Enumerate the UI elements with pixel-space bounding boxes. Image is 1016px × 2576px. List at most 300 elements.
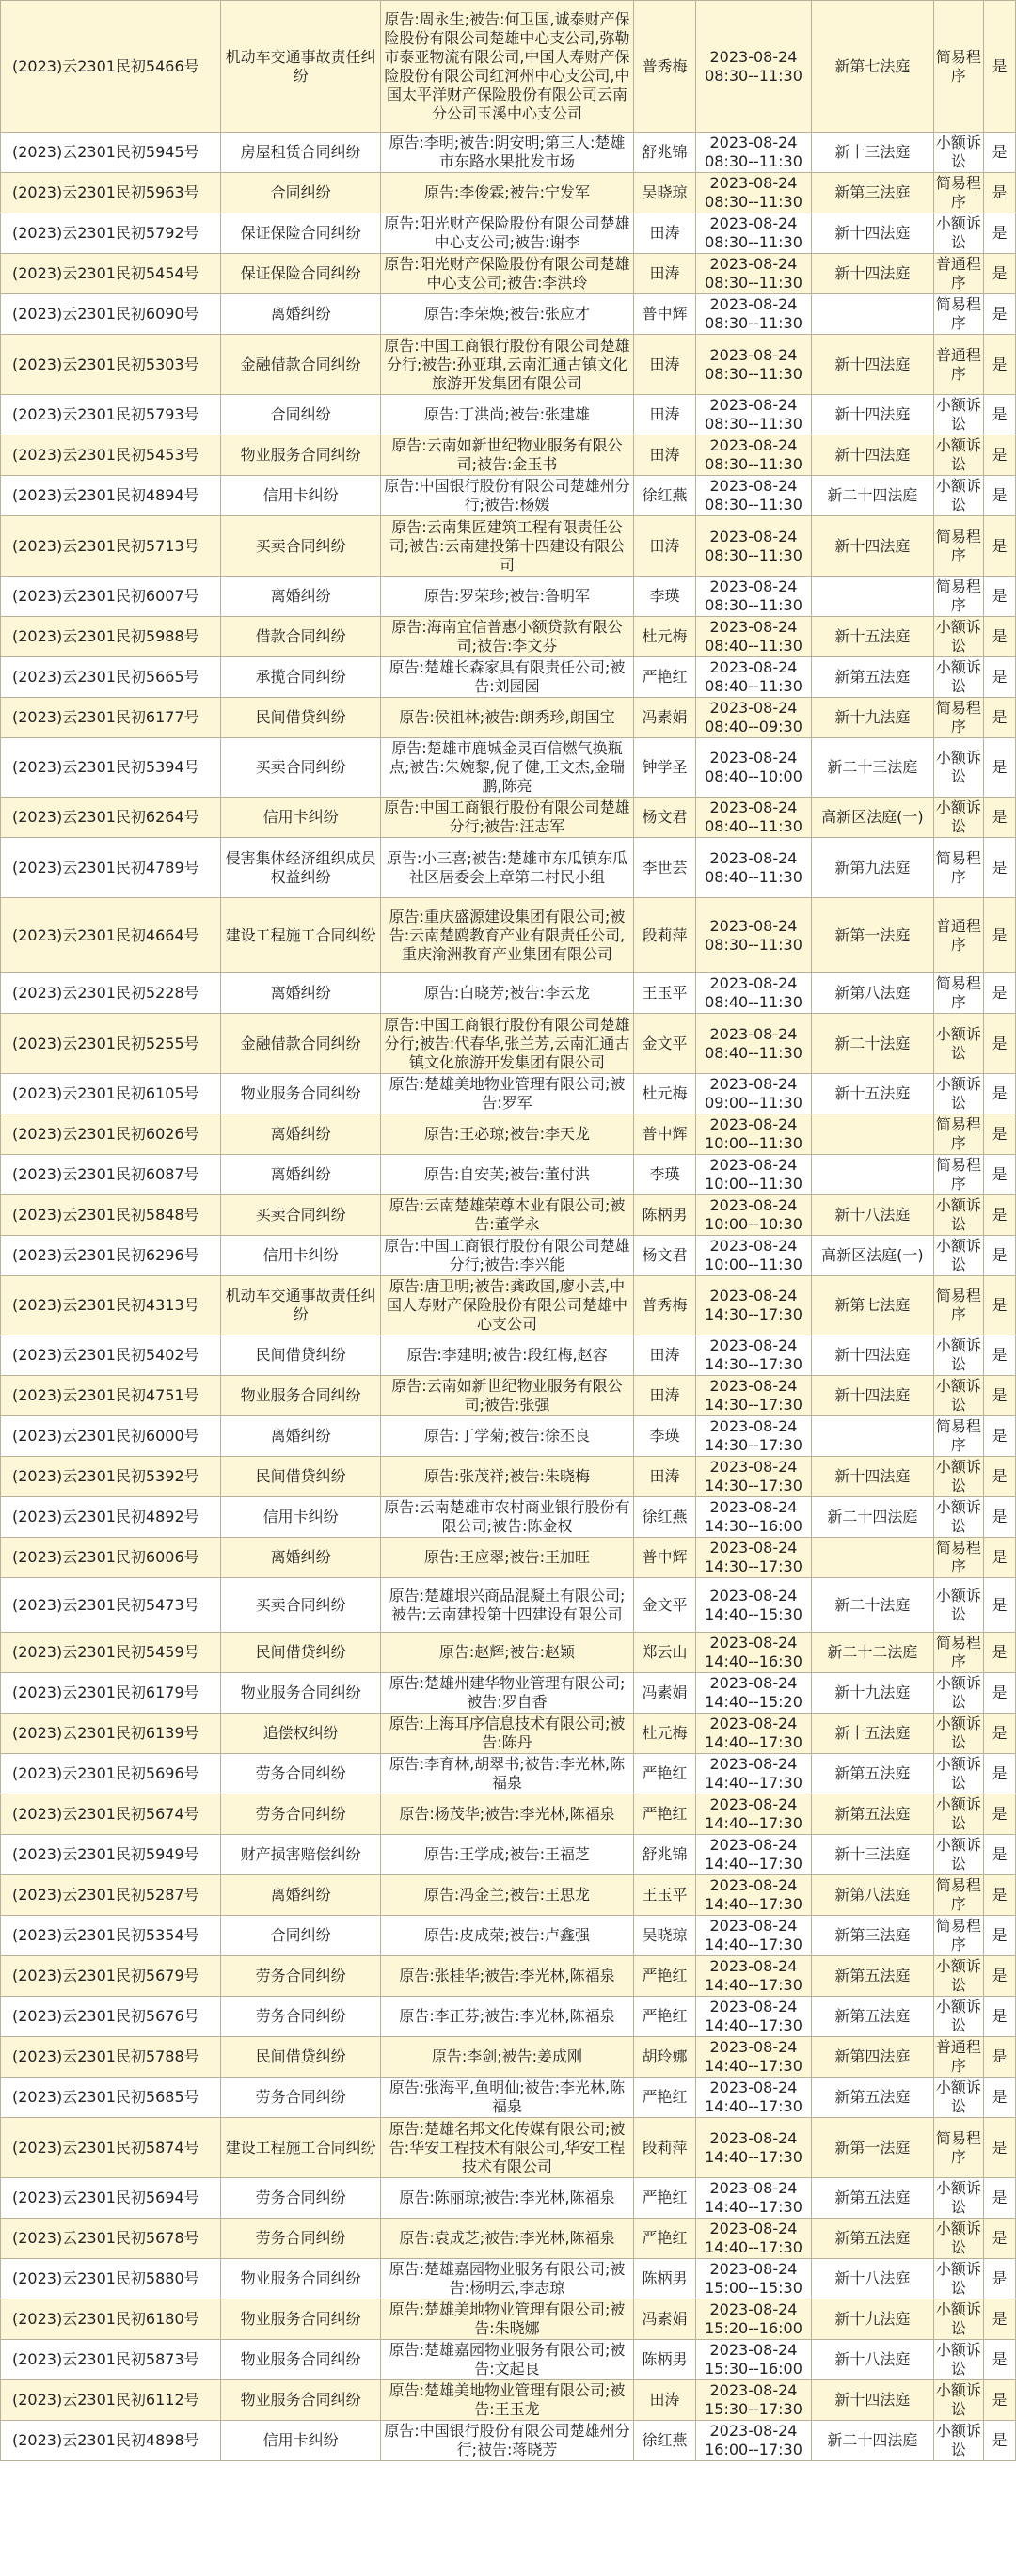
courtroom-cell	[812, 1538, 933, 1578]
hearing-time-range: 15:00--15:30	[705, 2279, 802, 2297]
hearing-time-cell	[695, 577, 811, 617]
hearing-date: 2023-08-24	[709, 396, 798, 414]
courtroom-cell: 新二十法庭	[812, 1578, 933, 1633]
table-row	[1, 1714, 1016, 1754]
parties-cell: 原告:袁成芝;被告:李光林,陈福泉	[380, 2219, 633, 2259]
parties-cell: 原告:楚雄长森家具有限责任公司;被告:刘园园	[380, 657, 633, 698]
procedure-cell: 小额诉讼	[933, 617, 983, 657]
judge-cell: 田涛	[634, 1376, 696, 1416]
hearing-time-cell	[695, 798, 811, 838]
hearing-date: 2023-08-24	[709, 436, 798, 454]
parties-cell: 原告:小三喜;被告:楚雄市东瓜镇东瓜社区居委会上章第二村民小组	[380, 838, 633, 898]
hearing-date: 2023-08-24	[709, 345, 798, 364]
judge-cell: 段莉萍	[634, 2118, 696, 2178]
parties-cell: 原告:张茂祥;被告:朱晓梅	[380, 1457, 633, 1497]
judge-cell: 严艳红	[634, 1997, 696, 2037]
public-hearing-cell: 是	[984, 1276, 1016, 1335]
judge-cell: 陈柄男	[634, 2340, 696, 2380]
hearing-time-cell	[695, 1578, 811, 1633]
case-type-cell: 民间借贷纠纷	[221, 1335, 381, 1376]
judge-cell: 田涛	[634, 1335, 696, 1376]
table-row	[1, 1633, 1016, 1673]
table-row	[1, 1497, 1016, 1538]
hearing-date: 2023-08-24	[709, 749, 798, 766]
hearing-date: 2023-08-24	[709, 916, 798, 935]
case-type-cell: 金融借款合同纠纷	[221, 335, 381, 395]
table-row	[1, 2299, 1016, 2340]
parties-cell: 原告:罗荣珍;被告:鲁明军	[380, 577, 633, 617]
case-type-cell: 合同纠纷	[221, 173, 381, 213]
procedure-cell: 小额诉讼	[933, 738, 983, 798]
hearing-time-cell	[695, 838, 811, 898]
table-row	[1, 1457, 1016, 1497]
hearing-date: 2023-08-24	[709, 477, 798, 495]
hearing-date: 2023-08-24	[709, 214, 798, 232]
case-number-cell: (2023)云2301民初5793号	[1, 395, 221, 435]
hearing-date: 2023-08-24	[709, 1917, 798, 1935]
hearing-time-range: 08:40--10:00	[705, 767, 802, 785]
case-type-cell: 民间借贷纠纷	[221, 698, 381, 738]
public-hearing-cell: 是	[984, 476, 1016, 516]
case-number-cell: (2023)云2301民初5255号	[1, 1014, 221, 1074]
courtroom-cell: 新第七法庭	[812, 1, 933, 133]
table-row	[1, 335, 1016, 395]
hearing-time-range: 15:20--16:00	[705, 2319, 802, 2337]
judge-cell: 吴晓琼	[634, 173, 696, 213]
courtroom-cell: 新十四法庭	[812, 213, 933, 254]
procedure-cell: 简易程序	[933, 2118, 983, 2178]
hearing-time-cell	[695, 173, 811, 213]
hearing-date: 2023-08-24	[709, 2260, 798, 2278]
hearing-time-range: 14:40--17:30	[705, 1814, 802, 1832]
judge-cell: 田涛	[634, 213, 696, 254]
courtroom-cell: 新第四法庭	[812, 2037, 933, 2078]
procedure-cell: 小额诉讼	[933, 1074, 983, 1114]
table-row	[1, 2259, 1016, 2299]
case-number-cell: (2023)云2301民初6026号	[1, 1114, 221, 1155]
public-hearing-cell: 是	[984, 838, 1016, 898]
case-type-cell: 劳务合同纠纷	[221, 1997, 381, 2037]
case-number-cell: (2023)云2301民初6177号	[1, 698, 221, 738]
case-number-cell: (2023)云2301民初5694号	[1, 2178, 221, 2219]
courtroom-cell: 新十四法庭	[812, 516, 933, 577]
case-type-cell: 劳务合同纠纷	[221, 1754, 381, 1794]
parties-cell: 原告:李剑;被告:姜成刚	[380, 2037, 633, 2078]
hearing-date: 2023-08-24	[709, 577, 798, 595]
parties-cell: 原告:云南如新世纪物业服务有限公司;被告:金玉书	[380, 435, 633, 476]
hearing-date: 2023-08-24	[709, 47, 798, 66]
case-type-cell: 建设工程施工合同纠纷	[221, 898, 381, 973]
courtroom-cell: 新第五法庭	[812, 1754, 933, 1794]
table-row	[1, 1236, 1016, 1276]
public-hearing-cell: 是	[984, 1916, 1016, 1956]
courtroom-cell: 高新区法庭(一)	[812, 798, 933, 838]
hearing-date: 2023-08-24	[709, 2341, 798, 2359]
judge-cell: 普中辉	[634, 294, 696, 335]
case-type-cell: 机动车交通事故责任纠纷	[221, 1276, 381, 1335]
table-row	[1, 435, 1016, 476]
parties-cell: 原告:中国银行股份有限公司楚雄州分行;被告:蒋晓芳	[380, 2421, 633, 2461]
procedure-cell: 普通程序	[933, 254, 983, 294]
public-hearing-cell: 是	[984, 1376, 1016, 1416]
public-hearing-cell: 是	[984, 335, 1016, 395]
courtroom-cell: 新二十四法庭	[812, 476, 933, 516]
hearing-time-range: 14:40--17:30	[705, 2057, 802, 2075]
courtroom-cell: 新十八法庭	[812, 2340, 933, 2380]
case-type-cell: 保证保险合同纠纷	[221, 213, 381, 254]
procedure-cell: 简易程序	[933, 1155, 983, 1195]
parties-cell: 原告:上海耳序信息技术有限公司;被告:陈丹	[380, 1714, 633, 1754]
parties-cell: 原告:云南如新世纪物业服务有限公司;被告:张强	[380, 1376, 633, 1416]
hearing-time-range: 08:40--11:30	[705, 1043, 802, 1062]
procedure-cell: 小额诉讼	[933, 1997, 983, 2037]
courtroom-cell: 新十四法庭	[812, 435, 933, 476]
table-row	[1, 1074, 1016, 1114]
case-type-cell: 劳务合同纠纷	[221, 1956, 381, 1997]
public-hearing-cell: 是	[984, 133, 1016, 173]
public-hearing-cell: 是	[984, 1956, 1016, 1997]
hearing-date: 2023-08-24	[709, 1876, 798, 1894]
procedure-cell: 小额诉讼	[933, 1014, 983, 1074]
hearing-time-range: 14:40--17:30	[705, 1936, 802, 1953]
parties-cell: 原告:云南楚雄荣尊木业有限公司;被告:董学永	[380, 1195, 633, 1236]
judge-cell: 田涛	[634, 335, 696, 395]
hearing-time-range: 08:30--11:30	[705, 545, 802, 564]
hearing-date: 2023-08-24	[709, 1156, 798, 1174]
judge-cell: 李瑛	[634, 1155, 696, 1195]
case-type-cell: 建设工程施工合同纠纷	[221, 2118, 381, 2178]
hearing-time-range: 16:00--17:30	[705, 2441, 802, 2458]
courtroom-cell: 新十四法庭	[812, 395, 933, 435]
hearing-time-cell	[695, 617, 811, 657]
parties-cell: 原告:楚雄名邦文化传媒有限公司;被告:华安工程技术有限公司,华安工程技术有限公司	[380, 2118, 633, 2178]
case-type-cell: 合同纠纷	[221, 395, 381, 435]
hearing-time-range: 14:40--17:30	[705, 2147, 802, 2166]
courtroom-cell: 新二十四法庭	[812, 2421, 933, 2461]
case-type-cell: 民间借贷纠纷	[221, 2037, 381, 2078]
judge-cell: 普中辉	[634, 1114, 696, 1155]
hearing-time-range: 10:00--11:30	[705, 1134, 802, 1152]
case-type-cell: 买卖合同纠纷	[221, 1578, 381, 1633]
case-number-cell: (2023)云2301民初5713号	[1, 516, 221, 577]
courtroom-cell: 新第五法庭	[812, 2219, 933, 2259]
hearing-time-cell	[695, 1014, 811, 1074]
parties-cell: 原告:唐卫明;被告:龚政国,廖小芸,中国人寿财产保险股份有限公司楚雄中心支公司	[380, 1276, 633, 1335]
hearing-time-cell	[695, 1497, 811, 1538]
public-hearing-cell: 是	[984, 1114, 1016, 1155]
table-row	[1, 2340, 1016, 2380]
procedure-cell: 简易程序	[933, 1, 983, 133]
table-row	[1, 1835, 1016, 1875]
hearing-time-cell	[695, 1997, 811, 2037]
case-number-cell: (2023)云2301民初5402号	[1, 1335, 221, 1376]
hearing-time-range: 08:30--11:30	[705, 364, 802, 383]
judge-cell: 杜元梅	[634, 1714, 696, 1754]
procedure-cell: 简易程序	[933, 173, 983, 213]
table-row	[1, 173, 1016, 213]
procedure-cell: 小额诉讼	[933, 1195, 983, 1236]
case-type-cell: 离婚纠纷	[221, 1416, 381, 1457]
courtroom-cell: 新第九法庭	[812, 838, 933, 898]
hearing-date: 2023-08-24	[709, 658, 798, 676]
parties-cell: 原告:李明;被告:阴安明;第三人:楚雄市东路水果批发市场	[380, 133, 633, 173]
case-type-cell: 物业服务合同纠纷	[221, 435, 381, 476]
judge-cell: 王玉平	[634, 1875, 696, 1916]
parties-cell: 原告:中国工商银行股份有限公司楚雄分行;被告:孙亚琪,云南汇通古镇文化旅游开发集团有限公司	[380, 335, 633, 395]
case-number-cell: (2023)云2301民初4892号	[1, 1497, 221, 1538]
hearing-time-cell	[695, 294, 811, 335]
case-type-cell: 追偿权纠纷	[221, 1714, 381, 1754]
judge-cell: 段莉萍	[634, 898, 696, 973]
table-row	[1, 1014, 1016, 1074]
hearing-time-cell	[695, 1956, 811, 1997]
judge-cell: 杨文君	[634, 798, 696, 838]
hearing-time-range: 14:40--17:30	[705, 2238, 802, 2256]
hearing-time-range: 08:40--09:30	[705, 718, 802, 735]
public-hearing-cell: 是	[984, 577, 1016, 617]
case-number-cell: (2023)云2301民初5459号	[1, 1633, 221, 1673]
case-number-cell: (2023)云2301民初5963号	[1, 173, 221, 213]
public-hearing-cell: 是	[984, 2219, 1016, 2259]
hearing-time-range: 08:40--11:30	[705, 993, 802, 1011]
public-hearing-cell: 是	[984, 657, 1016, 698]
judge-cell: 胡玲娜	[634, 2037, 696, 2078]
procedure-cell: 小额诉讼	[933, 2078, 983, 2118]
case-number-cell: (2023)云2301民初5665号	[1, 657, 221, 698]
public-hearing-cell: 是	[984, 173, 1016, 213]
public-hearing-cell: 是	[984, 1673, 1016, 1714]
hearing-date: 2023-08-24	[709, 2179, 798, 2197]
case-number-cell: (2023)云2301民初6000号	[1, 1416, 221, 1457]
hearing-time-cell	[695, 335, 811, 395]
case-number-cell: (2023)云2301民初5678号	[1, 2219, 221, 2259]
hearing-time-cell	[695, 133, 811, 173]
procedure-cell: 简易程序	[933, 1916, 983, 1956]
courtroom-cell	[812, 1416, 933, 1457]
table-row	[1, 476, 1016, 516]
procedure-cell: 小额诉讼	[933, 1835, 983, 1875]
parties-cell: 原告:中国银行股份有限公司楚雄州分行;被告:杨媛	[380, 476, 633, 516]
hearing-time-cell	[695, 435, 811, 476]
hearing-date: 2023-08-24	[709, 1336, 798, 1354]
procedure-cell: 小额诉讼	[933, 1956, 983, 1997]
parties-cell: 原告:侯祖林;被告:朗秀珍,朗国宝	[380, 698, 633, 738]
courtroom-cell: 新第五法庭	[812, 2078, 933, 2118]
parties-cell: 原告:海南宜信普惠小额贷款有限公司;被告:李文芬	[380, 617, 633, 657]
hearing-time-range: 15:30--16:00	[705, 2360, 802, 2378]
judge-cell: 吴晓琼	[634, 1916, 696, 1956]
table-row	[1, 1956, 1016, 1997]
judge-cell: 田涛	[634, 1457, 696, 1497]
public-hearing-cell: 是	[984, 395, 1016, 435]
public-hearing-cell: 是	[984, 1, 1016, 133]
hearing-date: 2023-08-24	[709, 1115, 798, 1133]
parties-cell: 原告:陈丽琼;被告:李光林,陈福泉	[380, 2178, 633, 2219]
case-type-cell: 离婚纠纷	[221, 1538, 381, 1578]
case-type-cell: 金融借款合同纠纷	[221, 1014, 381, 1074]
courtroom-cell: 新第三法庭	[812, 173, 933, 213]
courtroom-cell: 新第八法庭	[812, 973, 933, 1014]
judge-cell: 徐红燕	[634, 2421, 696, 2461]
hearing-time-cell	[695, 1195, 811, 1236]
judge-cell: 冯素娟	[634, 698, 696, 738]
hearing-date: 2023-08-24	[709, 1836, 798, 1854]
hearing-time-cell	[695, 2380, 811, 2421]
public-hearing-cell: 是	[984, 1835, 1016, 1875]
hearing-time-cell	[695, 2340, 811, 2380]
parties-cell: 原告:周永生;被告:何卫国,诚泰财产保险股份有限公司楚雄中心支公司,弥勒市泰亚物流有限公司,中国人寿财产保险股份有限公司红河州中心支公司,中国太平洋财产保险股份有限公司云南分公司玉溪中心支公司	[380, 1, 633, 133]
hearing-time-cell	[695, 1538, 811, 1578]
judge-cell: 田涛	[634, 395, 696, 435]
case-number-cell: (2023)云2301民初5453号	[1, 435, 221, 476]
procedure-cell: 小额诉讼	[933, 2219, 983, 2259]
procedure-cell: 简易程序	[933, 1538, 983, 1578]
case-type-cell: 房屋租赁合同纠纷	[221, 133, 381, 173]
case-number-cell: (2023)云2301民初5454号	[1, 254, 221, 294]
hearing-time-range: 14:30--17:30	[705, 1557, 802, 1575]
public-hearing-cell: 是	[984, 1997, 1016, 2037]
case-type-cell: 机动车交通事故责任纠纷	[221, 1, 381, 133]
hearing-date: 2023-08-24	[709, 974, 798, 992]
hearing-time-range: 14:40--17:30	[705, 1855, 802, 1873]
procedure-cell: 简易程序	[933, 1114, 983, 1155]
case-number-cell: (2023)云2301民初6139号	[1, 1714, 221, 1754]
table-row	[1, 1997, 1016, 2037]
public-hearing-cell: 是	[984, 1714, 1016, 1754]
parties-cell: 原告:云南集匠建筑工程有限责任公司;被告:云南建投第十四建设有限公司	[380, 516, 633, 577]
hearing-time-range: 08:30--11:30	[705, 66, 802, 85]
parties-cell: 原告:冯金兰;被告:王思龙	[380, 1875, 633, 1916]
hearing-date: 2023-08-24	[709, 1377, 798, 1395]
courtroom-cell: 新十九法庭	[812, 2299, 933, 2340]
procedure-cell: 小额诉讼	[933, 1754, 983, 1794]
parties-cell: 原告:张海平,鱼明仙;被告:李光林,陈福泉	[380, 2078, 633, 2118]
schedule-rows	[1, 1, 1016, 2461]
case-number-cell: (2023)云2301民初5354号	[1, 1916, 221, 1956]
hearing-time-cell	[695, 2178, 811, 2219]
hearing-date: 2023-08-24	[709, 1237, 798, 1255]
hearing-time-range: 08:40--11:30	[705, 677, 802, 695]
judge-cell: 杜元梅	[634, 1074, 696, 1114]
hearing-date: 2023-08-24	[709, 2300, 798, 2318]
case-number-cell: (2023)云2301民初5788号	[1, 2037, 221, 2078]
hearing-date: 2023-08-24	[709, 699, 798, 717]
table-row	[1, 2037, 1016, 2078]
hearing-date: 2023-08-24	[709, 2381, 798, 2399]
hearing-time-cell	[695, 1457, 811, 1497]
judge-cell: 郑云山	[634, 1633, 696, 1673]
case-number-cell: (2023)云2301民初6179号	[1, 1673, 221, 1714]
case-number-cell: (2023)云2301民初5873号	[1, 2340, 221, 2380]
judge-cell: 严艳红	[634, 1956, 696, 1997]
parties-cell: 原告:阳光财产保险股份有限公司楚雄中心支公司;被告:谢李	[380, 213, 633, 254]
case-number-cell: (2023)云2301民初5848号	[1, 1195, 221, 1236]
hearing-time-cell	[695, 1754, 811, 1794]
procedure-cell: 小额诉讼	[933, 395, 983, 435]
public-hearing-cell: 是	[984, 1754, 1016, 1794]
parties-cell: 原告:李荣焕;被告:张应才	[380, 294, 633, 335]
judge-cell: 李瑛	[634, 1416, 696, 1457]
hearing-time-range: 14:30--17:30	[705, 1477, 802, 1494]
hearing-time-cell	[695, 1155, 811, 1195]
case-type-cell: 财产损害赔偿纠纷	[221, 1835, 381, 1875]
judge-cell: 严艳红	[634, 2078, 696, 2118]
hearing-time-cell	[695, 1114, 811, 1155]
hearing-time-cell	[695, 516, 811, 577]
hearing-time-range: 14:30--17:30	[705, 1396, 802, 1414]
table-row	[1, 1673, 1016, 1714]
case-number-cell: (2023)云2301民初6105号	[1, 1074, 221, 1114]
public-hearing-cell: 是	[984, 2299, 1016, 2340]
case-number-cell: (2023)云2301民初5696号	[1, 1754, 221, 1794]
table-row	[1, 1916, 1016, 1956]
hearing-date: 2023-08-24	[709, 1634, 798, 1651]
courtroom-cell: 新十五法庭	[812, 1714, 933, 1754]
procedure-cell: 小额诉讼	[933, 1714, 983, 1754]
case-number-cell: (2023)云2301民初5679号	[1, 1956, 221, 1997]
case-number-cell: (2023)云2301民初4894号	[1, 476, 221, 516]
hearing-time-cell	[695, 2118, 811, 2178]
hearing-time-range: 08:40--11:30	[705, 817, 802, 835]
public-hearing-cell: 是	[984, 2078, 1016, 2118]
procedure-cell: 简易程序	[933, 1276, 983, 1335]
procedure-cell: 简易程序	[933, 1416, 983, 1457]
public-hearing-cell: 是	[984, 2421, 1016, 2461]
case-number-cell: (2023)云2301民初5949号	[1, 1835, 221, 1875]
judge-cell: 徐红燕	[634, 476, 696, 516]
case-type-cell: 信用卡纠纷	[221, 2421, 381, 2461]
case-number-cell: (2023)云2301民初5228号	[1, 973, 221, 1014]
table-row	[1, 698, 1016, 738]
procedure-cell: 小额诉讼	[933, 2380, 983, 2421]
table-row	[1, 2078, 1016, 2118]
case-number-cell: (2023)云2301民初4789号	[1, 838, 221, 898]
judge-cell: 陈柄男	[634, 2259, 696, 2299]
hearing-time-range: 09:00--11:30	[705, 1094, 802, 1112]
hearing-time-range: 08:30--11:30	[705, 274, 802, 292]
courtroom-cell: 新十八法庭	[812, 2259, 933, 2299]
hearing-time-cell	[695, 1835, 811, 1875]
procedure-cell: 小额诉讼	[933, 1376, 983, 1416]
case-type-cell: 物业服务合同纠纷	[221, 2259, 381, 2299]
case-number-cell: (2023)云2301民初6090号	[1, 294, 221, 335]
procedure-cell: 小额诉讼	[933, 1457, 983, 1497]
public-hearing-cell: 是	[984, 1875, 1016, 1916]
courtroom-cell: 新十五法庭	[812, 617, 933, 657]
procedure-cell: 小额诉讼	[933, 798, 983, 838]
courtroom-cell	[812, 1155, 933, 1195]
table-row	[1, 657, 1016, 698]
hearing-date: 2023-08-24	[709, 2128, 798, 2147]
case-type-cell: 离婚纠纷	[221, 577, 381, 617]
hearing-date: 2023-08-24	[709, 798, 798, 816]
case-number-cell: (2023)云2301民初6296号	[1, 1236, 221, 1276]
hearing-time-range: 08:40--11:30	[705, 867, 802, 886]
public-hearing-cell: 是	[984, 1497, 1016, 1538]
parties-cell: 原告:丁学菊;被告:徐丕良	[380, 1416, 633, 1457]
hearing-date: 2023-08-24	[709, 134, 798, 151]
hearing-date: 2023-08-24	[709, 618, 798, 636]
procedure-cell: 小额诉讼	[933, 1794, 983, 1835]
courtroom-cell: 新第五法庭	[812, 1956, 933, 1997]
hearing-date: 2023-08-24	[709, 1795, 798, 1813]
case-number-cell: (2023)云2301民初5394号	[1, 738, 221, 798]
hearing-time-cell	[695, 2037, 811, 2078]
table-row	[1, 898, 1016, 973]
procedure-cell: 简易程序	[933, 698, 983, 738]
parties-cell: 原告:李俊霖;被告:宁发军	[380, 173, 633, 213]
public-hearing-cell: 是	[984, 294, 1016, 335]
